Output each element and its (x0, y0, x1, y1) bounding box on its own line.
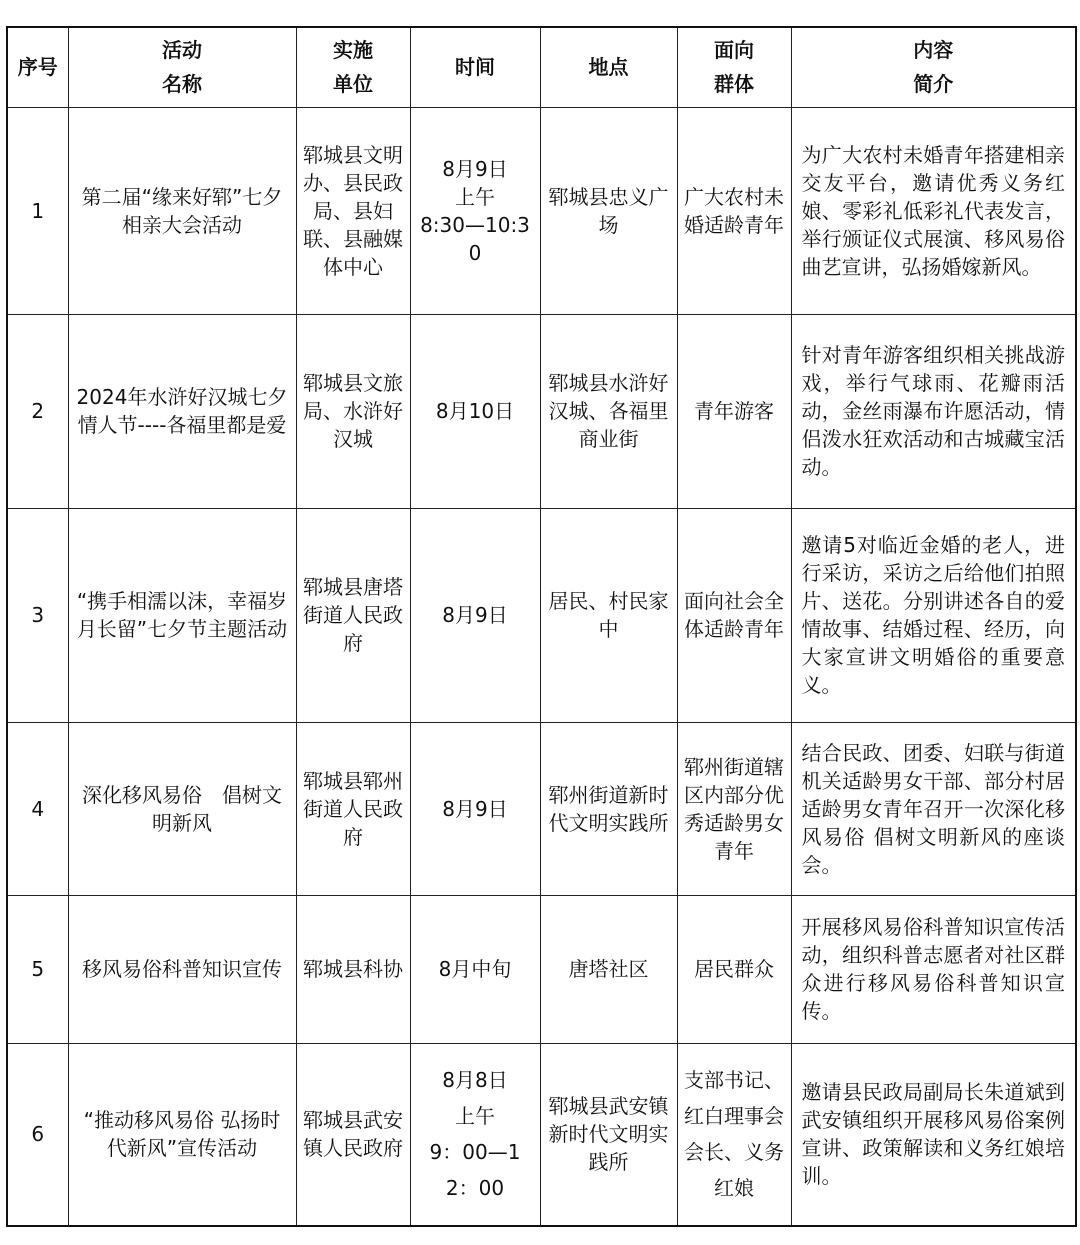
cell-name: 2024年水浒好汉城七夕情人节----各福里都是爱 (68, 314, 296, 508)
cell-place: 唐塔社区 (540, 895, 677, 1043)
table-row (7, 722, 1076, 895)
cell-seq: 1 (7, 107, 68, 314)
cell-place: 郓城县忠义广场 (540, 107, 677, 314)
cell-place: 郓城县水浒好汉城、各福里商业街 (540, 314, 677, 508)
cell-name: 移风易俗科普知识宣传 (68, 895, 296, 1043)
header-name: 活动 名称 (68, 27, 296, 107)
cell-unit: 郓城县文旅局、水浒好汉城 (296, 314, 410, 508)
cell-intro: 结合民政、团委、妇联与街道机关适龄男女干部、部分村居适龄男女青年召开一次深化移风易俗 倡树文明新风的座谈会。 (791, 722, 1076, 895)
cell-unit: 郓城县郓州街道人民政府 (296, 722, 410, 895)
header-seq: 序号 (7, 27, 68, 107)
cell-group: 支部书记、红白理事会会长、义务红娘 (677, 1043, 791, 1226)
cell-time: 8月10日 (410, 314, 540, 508)
cell-group: 郓州街道辖区内部分优秀适龄男女青年 (677, 722, 791, 895)
cell-seq: 3 (7, 508, 68, 722)
cell-unit: 郓城县武安镇人民政府 (296, 1043, 410, 1226)
cell-time: 8月9日 (410, 508, 540, 722)
table-row (7, 895, 1076, 1043)
cell-name: “推动移风易俗 弘扬时代新风”宣传活动 (68, 1043, 296, 1226)
table-row (7, 1043, 1076, 1226)
cell-seq: 5 (7, 895, 68, 1043)
header-intro: 内容 简介 (791, 27, 1076, 107)
table-row (7, 107, 1076, 314)
cell-group: 居民群众 (677, 895, 791, 1043)
cell-place: 郓城县武安镇新时代文明实践所 (540, 1043, 677, 1226)
cell-place: 郓州街道新时代文明实践所 (540, 722, 677, 895)
cell-time: 8月9日 上午 8:30—10:30 (410, 107, 540, 314)
cell-name: “携手相濡以沫，幸福岁月长留”七夕节主题活动 (68, 508, 296, 722)
table-row (7, 508, 1076, 722)
cell-time: 8月9日 (410, 722, 540, 895)
header-row (7, 27, 1076, 107)
cell-unit: 郓城县文明办、县民政局、县妇联、县融媒体中心 (296, 107, 410, 314)
header-unit: 实施 单位 (296, 27, 410, 107)
cell-seq: 6 (7, 1043, 68, 1226)
header-place: 地点 (540, 27, 677, 107)
cell-seq: 2 (7, 314, 68, 508)
cell-intro: 开展移风易俗科普知识宣传活动，组织科普志愿者对社区群众进行移风易俗科普知识宣传。 (791, 895, 1076, 1043)
cell-group: 面向社会全体适龄青年 (677, 508, 791, 722)
cell-time: 8月中旬 (410, 895, 540, 1043)
cell-place: 居民、村民家中 (540, 508, 677, 722)
cell-unit: 郓城县科协 (296, 895, 410, 1043)
table-row (7, 314, 1076, 508)
cell-intro: 为广大农村未婚青年搭建相亲交友平台，邀请优秀义务红娘、零彩礼低彩礼代表发言，举行颁证仪式展演、移风易俗曲艺宣讲，弘扬婚嫁新风。 (791, 107, 1076, 314)
cell-intro: 针对青年游客组织相关挑战游戏，举行气球雨、花瓣雨活动，金丝雨瀑布许愿活动，情侣泼水狂欢活动和古城藏宝活动。 (791, 314, 1076, 508)
cell-group: 青年游客 (677, 314, 791, 508)
activity-table (6, 26, 1077, 1227)
cell-time: 8月8日 上午 9：00—12：00 (410, 1043, 540, 1226)
header-time: 时间 (410, 27, 540, 107)
cell-intro: 邀请县民政局副局长朱道斌到武安镇组织开展移风易俗案例宣讲、政策解读和义务红娘培训。 (791, 1043, 1076, 1226)
cell-name: 第二届“缘来好郓”七夕相亲大会活动 (68, 107, 296, 314)
cell-group: 广大农村未婚适龄青年 (677, 107, 791, 314)
cell-intro: 邀请5对临近金婚的老人，进行采访，采访之后给他们拍照片、送花。分别讲述各自的爱情故事、结婚过程、经历，向大家宣讲文明婚俗的重要意义。 (791, 508, 1076, 722)
cell-name: 深化移风易俗 倡树文明新风 (68, 722, 296, 895)
cell-seq: 4 (7, 722, 68, 895)
header-group: 面向 群体 (677, 27, 791, 107)
cell-unit: 郓城县唐塔街道人民政府 (296, 508, 410, 722)
